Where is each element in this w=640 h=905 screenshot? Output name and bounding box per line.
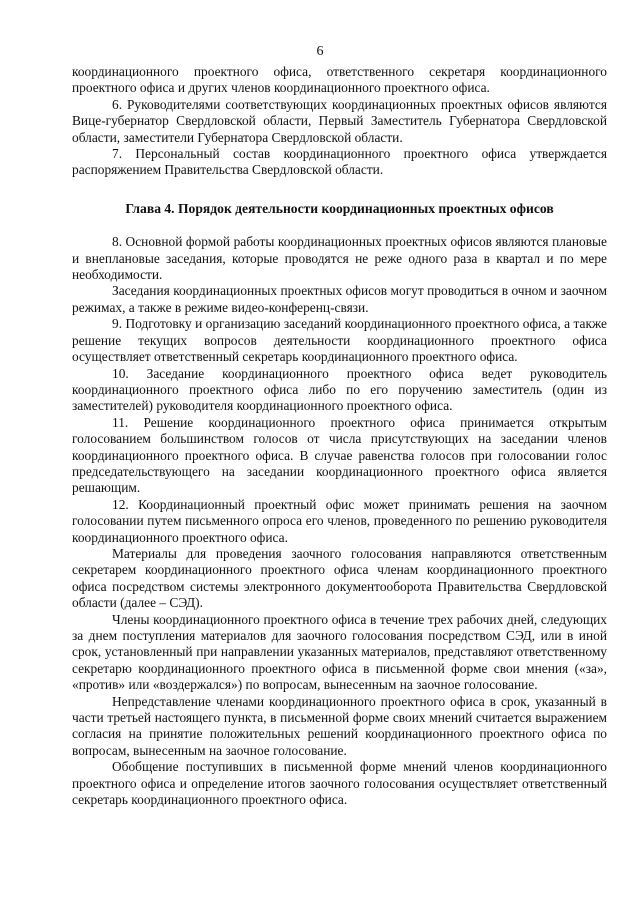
paragraph-12-part-5: Обобщение поступивших в письменной форме мнений членов координационного проектного офиса и определение итогов заочного голосования осуществляет ответственный секретарь координационного проектного офиса. — [72, 759, 607, 808]
paragraph-6: 6. Руководителями соответствующих координационных проектных офисов являются Вице-губернатор Свердловской области, Первый Заместитель Губернатора Свердловской области, заместители Губернатора Свердловской области. — [72, 96, 607, 145]
paragraph-10: 10. Заседание координационного проектного офиса ведет руководитель координационного проектного офиса либо по его поручению заместитель (один из заместителей) руководителя координационного проектного офиса. — [72, 365, 607, 414]
document-body — [72, 64, 607, 808]
paragraph-8-part-2: Заседания координационных проектных офисов могут проводиться в очном и заочном режимах, а также в режиме видео-конференц-связи. — [72, 283, 607, 315]
paragraph-12: 12. Координационный проектный офис может принимать решения на заочном голосовании путем письменного опроса его членов, проведенного по решению руководителя координационного проектного офиса. — [72, 496, 607, 545]
paragraph-9: 9. Подготовку и организацию заседаний координационного проектного офиса, а также решение текущих вопросов деятельности координационного проектного офиса осуществляет ответственный секретарь координационного проектного офиса. — [72, 316, 607, 365]
paragraph-8: 8. Основной формой работы координационных проектных офисов являются плановые и внеплановые заседания, которые проводятся не реже одного раза в квартал и по мере необходимости. — [72, 234, 607, 283]
page-number: 6 — [316, 44, 324, 59]
paragraph-12-part-4: Непредставление членами координационного проектного офиса в срок, указанный в части третьей настоящего пункта, в письменной форме своих мнений считается выражением согласия на принятие положительных решений координационного проектного офиса по вопросам, вынесенным на заочное голосование. — [72, 693, 607, 758]
chapter-title: Глава 4. Порядок деятельности координационных проектных офисов — [125, 200, 554, 216]
paragraph-continuation: координационного проектного офиса, ответственного секретаря координационного проектного офиса и других членов координационного проектного офиса. — [72, 64, 607, 96]
paragraph-11: 11. Решение координационного проектного офиса принимается открытым голосованием большинством голосов от числа присутствующих на заседании членов координационного проектного офиса. В случае равенства голосов при голосовании голос председательствующего на заседании координационного проектного офиса является решающим. — [72, 414, 607, 496]
paragraph-12-part-3: Члены координационного проектного офиса в течение трех рабочих дней, следующих за днем поступления материалов для заочного голосования посредством СЭД, или в иной срок, установленный при направлении указанных материалов, представляют ответственному секретарю координационного проектного офиса в письменной форме свои мнения («за», «против» или «воздержался») по вопросам, вынесенным на заочное голосование. — [72, 611, 607, 693]
paragraph-12-part-2: Материалы для проведения заочного голосования направляются ответственным секретарем координационного проектного офиса членам координационного проектного офиса посредством системы электронного документооборота Правительства Свердловской области (далее – СЭД). — [72, 545, 607, 611]
paragraph-7: 7. Персональный состав координационного проектного офиса утверждается распоряжением Правительства Свердловской области. — [72, 146, 607, 178]
